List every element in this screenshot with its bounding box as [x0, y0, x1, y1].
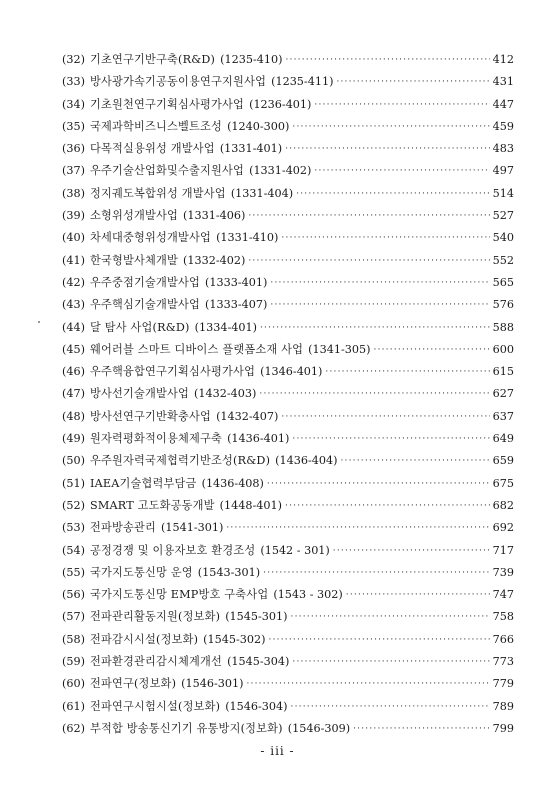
toc-entry-page: 527 — [492, 209, 514, 223]
toc-entry-title: 공정경쟁 및 이용자보호 환경조성 — [89, 543, 256, 557]
toc-entry-page: 615 — [492, 365, 514, 379]
toc-entry-page: 659 — [492, 454, 514, 468]
toc-entry-code: (1543-301) — [197, 565, 261, 579]
toc-entry-title: 달 탐사 사업(R&D) — [89, 320, 190, 334]
toc-entry-title: 방사광가속기공동이용연구지원사업 — [89, 75, 267, 89]
toc-entry-page: 627 — [492, 387, 514, 401]
toc-entry-page: 540 — [492, 231, 514, 245]
toc-entry-number: (35) — [62, 119, 85, 133]
toc-entry-title: IAEA기술협력부담금 — [89, 476, 197, 490]
toc-entry-title: 우주핵심기술개발사업 — [89, 298, 201, 312]
toc-entry-page: 789 — [492, 699, 514, 713]
toc-entry-code: (1240-300) — [227, 119, 290, 133]
toc-entry-code: (1331-404) — [230, 186, 294, 200]
scan-speck — [38, 321, 40, 323]
toc-entry-number: (47) — [62, 387, 85, 401]
dot-leader — [285, 495, 490, 517]
toc-entry-page: 514 — [492, 186, 514, 200]
toc-entry-code: (1436-408) — [201, 476, 264, 490]
toc-entry-number: (53) — [62, 521, 85, 535]
toc-entry — [62, 562, 514, 584]
toc-entry-title: 국제과학비즈니스벨트조성 — [89, 119, 223, 133]
toc-entry-page: 747 — [492, 588, 514, 602]
dot-leader — [269, 629, 490, 651]
toc-entry-title: 우주핵융합연구기획심사평가사업 — [89, 365, 256, 379]
toc-entry-number: (48) — [62, 409, 85, 423]
table-of-contents — [62, 49, 514, 740]
dot-leader — [346, 584, 490, 606]
toc-entry-title: 우주기술산업화및수출지원사업 — [89, 164, 245, 178]
toc-entry-title: 전파감시시설(정보화) — [89, 632, 199, 646]
toc-entry — [62, 718, 514, 740]
toc-entry-number: (45) — [62, 342, 85, 356]
toc-entry-code: (1432-403) — [194, 387, 257, 401]
dot-leader — [260, 317, 490, 339]
toc-entry-number: (37) — [62, 164, 85, 178]
toc-entry-title: 전파방송관리 — [89, 521, 157, 535]
toc-entry-page: 552 — [492, 253, 514, 267]
toc-entry-title: 방사선연구기반확충사업 — [89, 409, 212, 423]
dot-leader — [263, 562, 490, 584]
toc-entry — [62, 227, 514, 249]
toc-entry-title: 소형위성개발사업 — [89, 209, 179, 223]
dot-leader — [281, 227, 489, 249]
toc-entry-number: (50) — [62, 454, 85, 468]
toc-entry-page: 739 — [492, 565, 514, 579]
dot-leader — [341, 450, 490, 472]
toc-entry — [62, 651, 514, 673]
toc-entry-title: 방사선기술개발사업 — [89, 387, 190, 401]
toc-entry — [62, 406, 514, 428]
toc-entry-title: 정지궤도복합위성 개발사업 — [89, 186, 226, 200]
toc-entry-title: 국가지도통신망 EMP방호 구축사업 — [89, 588, 269, 602]
toc-entry-page: 758 — [492, 610, 514, 624]
toc-entry-code: (1545-301) — [225, 610, 288, 624]
toc-entry-number: (54) — [62, 543, 85, 557]
toc-entry-number: (61) — [62, 699, 85, 713]
toc-entry-code: (1331-401) — [219, 142, 283, 156]
toc-entry — [62, 205, 514, 227]
toc-entry-code: (1545-304) — [227, 655, 290, 669]
dot-leader — [281, 406, 489, 428]
toc-entry — [62, 339, 514, 361]
dot-leader — [325, 361, 489, 383]
toc-entry — [62, 383, 514, 405]
toc-entry-code: (1546-304) — [225, 699, 288, 713]
toc-entry-number: (55) — [62, 565, 85, 579]
toc-entry — [62, 138, 514, 160]
toc-entry-title: 우주중점기술개발사업 — [89, 275, 201, 289]
dot-leader — [248, 250, 489, 272]
toc-entry-title: 한국형발사체개발 — [89, 253, 179, 267]
toc-entry-code: (1436-401) — [227, 432, 290, 446]
toc-entry-number: (49) — [62, 432, 85, 446]
toc-entry — [62, 317, 514, 339]
toc-entry-title: 부적합 방송통신기기 유통방지(정보화) — [89, 721, 283, 735]
toc-entry — [62, 94, 514, 116]
toc-entry — [62, 450, 514, 472]
toc-entry — [62, 540, 514, 562]
dot-leader — [292, 428, 489, 450]
dot-leader — [336, 71, 489, 93]
toc-entry — [62, 71, 514, 93]
toc-entry-code: (1436-404) — [275, 454, 338, 468]
toc-entry-title: 기초연구기반구축(R&D) — [89, 53, 216, 66]
dot-leader — [285, 49, 489, 71]
dot-leader — [292, 651, 489, 673]
toc-entry-code: (1543 - 302) — [273, 588, 343, 602]
toc-entry-title: 전파환경관리감시체계개선 — [89, 655, 223, 669]
toc-entry-code: (1546-309) — [287, 721, 351, 735]
toc-entry-number: (59) — [62, 655, 85, 669]
dot-leader — [292, 116, 489, 138]
toc-entry-number: (39) — [62, 209, 85, 223]
toc-entry-number: (46) — [62, 365, 85, 379]
toc-entry-number: (33) — [62, 75, 85, 89]
toc-entry-title: 기초원천연구기획심사평가사업 — [89, 97, 245, 111]
dot-leader — [314, 94, 489, 116]
toc-entry-code: (1546-301) — [181, 677, 244, 691]
toc-entry-number: (34) — [62, 97, 85, 111]
dot-leader — [270, 294, 489, 316]
toc-entry-page: 766 — [492, 632, 514, 646]
toc-entry-number: (42) — [62, 275, 85, 289]
toc-entry — [62, 116, 514, 138]
toc-entry-code: (1235-411) — [271, 75, 334, 89]
dot-leader — [226, 517, 489, 539]
toc-entry-page: 692 — [492, 521, 514, 535]
toc-entry-number: (40) — [62, 231, 85, 245]
toc-entry-number: (62) — [62, 721, 85, 735]
toc-entry-page: 675 — [492, 476, 514, 490]
toc-entry-code: (1331-402) — [249, 164, 312, 178]
toc-entry — [62, 49, 514, 71]
toc-entry-title: 차세대중형위성개발사업 — [89, 231, 212, 245]
toc-entry — [62, 584, 514, 606]
toc-entry-page: 412 — [492, 53, 514, 66]
toc-entry — [62, 629, 514, 651]
dot-leader — [259, 383, 489, 405]
toc-entry-page: 682 — [492, 498, 514, 512]
dot-leader — [373, 339, 489, 361]
toc-entry-code: (1432-407) — [216, 409, 279, 423]
dot-leader — [267, 473, 490, 495]
toc-entry-title: 전파연구시험시설(정보화) — [89, 699, 221, 713]
toc-entry — [62, 606, 514, 628]
toc-entry-code: (1448-401) — [219, 498, 283, 512]
dot-leader — [333, 540, 490, 562]
toc-entry-number: (52) — [62, 498, 85, 512]
toc-entry-page: 497 — [492, 164, 514, 178]
toc-entry-title: 우주원자력국제협력기반조성(R&D) — [89, 454, 271, 468]
toc-entry-title: 국가지도통신망 운영 — [89, 565, 193, 579]
toc-entry-page: 773 — [492, 655, 514, 669]
toc-entry-code: (1542 - 301) — [260, 543, 330, 557]
toc-entry-title: 전파연구(정보화) — [89, 677, 177, 691]
page-number-footer: - iii - — [260, 744, 295, 758]
toc-entry-page: 576 — [492, 298, 514, 312]
toc-entry-number: (36) — [62, 142, 85, 156]
toc-entry — [62, 183, 514, 205]
dot-leader — [291, 606, 490, 628]
toc-entry-code: (1346-401) — [260, 365, 323, 379]
toc-entry — [62, 250, 514, 272]
dot-leader — [285, 138, 489, 160]
toc-entry-title: 원자력평화적이용체제구축 — [89, 432, 223, 446]
toc-entry-page: 565 — [492, 275, 514, 289]
dot-leader — [296, 183, 489, 205]
toc-entry-number: (43) — [62, 298, 85, 312]
toc-entry-page: 600 — [492, 342, 514, 356]
toc-entry-number: (51) — [62, 476, 85, 490]
toc-entry-title: 웨어러블 스마트 디바이스 플랫폼소재 사업 — [89, 342, 304, 356]
toc-entry — [62, 495, 514, 517]
toc-entry-code: (1545-302) — [203, 632, 266, 646]
toc-entry-page: 717 — [492, 543, 514, 557]
toc-entry-number: (32) — [62, 53, 85, 66]
toc-entry-number: (41) — [62, 253, 85, 267]
toc-entry-code: (1541-301) — [161, 521, 224, 535]
dot-leader — [247, 673, 490, 695]
toc-entry-code: (1334-401) — [194, 320, 257, 334]
toc-entry — [62, 696, 514, 718]
toc-entry-number: (57) — [62, 610, 85, 624]
dot-leader — [353, 718, 490, 740]
toc-entry — [62, 473, 514, 495]
toc-entry — [62, 272, 514, 294]
toc-entry-page: 779 — [492, 677, 514, 691]
toc-entry-number: (44) — [62, 320, 85, 334]
toc-entry-page: 459 — [492, 119, 514, 133]
toc-entry-code: (1341-305) — [308, 342, 371, 356]
toc-entry-page: 447 — [492, 97, 514, 111]
toc-entry-code: (1331-410) — [216, 231, 279, 245]
toc-entry-page: 649 — [492, 432, 514, 446]
toc-entry-page: 483 — [492, 142, 514, 156]
dot-leader — [291, 696, 490, 718]
toc-entry-title: 전파관리활동지원(정보화) — [89, 610, 221, 624]
toc-entry-code: (1333-407) — [205, 298, 268, 312]
toc-entry-code: (1331-406) — [183, 209, 246, 223]
toc-entry-code: (1236-401) — [249, 97, 312, 111]
dot-leader — [270, 272, 489, 294]
toc-entry-code: (1332-402) — [183, 253, 246, 267]
toc-entry-code: (1333-401) — [205, 275, 268, 289]
toc-entry — [62, 517, 514, 539]
toc-entry — [62, 428, 514, 450]
toc-entry-number: (38) — [62, 186, 85, 200]
toc-entry-number: (60) — [62, 677, 85, 691]
toc-entry-page: 637 — [492, 409, 514, 423]
toc-entry-title: 다목적실용위성 개발사업 — [89, 142, 215, 156]
toc-entry-number: (58) — [62, 632, 85, 646]
toc-entry — [62, 361, 514, 383]
toc-entry-title: SMART 고도화공동개발 — [89, 498, 215, 512]
toc-entry-page: 799 — [492, 721, 514, 735]
toc-entry-page: 588 — [492, 320, 514, 334]
toc-entry — [62, 673, 514, 695]
dot-leader — [248, 205, 489, 227]
toc-entry — [62, 294, 514, 316]
toc-entry-code: (1235-410) — [220, 53, 283, 66]
toc-entry — [62, 160, 514, 182]
dot-leader — [314, 160, 489, 182]
toc-entry-number: (56) — [62, 588, 85, 602]
toc-entry-page: 431 — [492, 75, 514, 89]
